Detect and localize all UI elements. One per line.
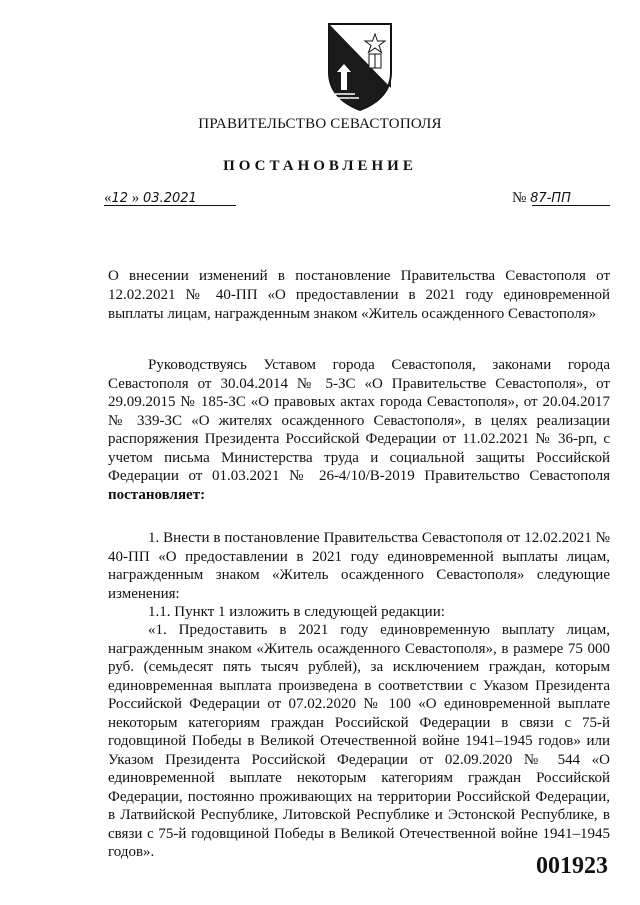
sevastopol-coat-of-arms-icon: [325, 20, 395, 112]
number-underline: [532, 205, 610, 206]
date-underline: [104, 205, 236, 206]
document-subject: О внесении изменений в постановление Правительства Севастополя от 12.02.2021 № 40-ПП «О предоставлении в 2021 году единовременной выплаты лицам, награжденным знаком «Житель осажденного Севастополя»: [108, 268, 610, 322]
date-day: 12: [111, 191, 129, 206]
item-1-1-paragraph: 1.1. Пункт 1 изложить в следующей редакции:: [148, 604, 445, 620]
quoted-amendment-paragraph: «1. Предоставить в 2021 году единовременную выплату лицам, награжденным знаком «Житель осажденного Севастополя», в размере 75 000 руб. (семьдесят пять тысяч рублей), за исключением граждан, которым единовременная выплата произведена в соответствии с Указом Президента Российской Федерации от 07.02.2020 № 100 «О единовременной выплате некоторым категориям граждан Российской Федерации в связи с 75-й годовщиной Победы в Великой Отечественной войне 1941–1945 годов» или Указом Президента Российской Федерации от 02.09.2020 № 544 «О единовременной выплате некоторым категориям граждан Российской Федерации, постоянно проживающих на территории Российской Федерации, в Латвийской Республике, Литовской Республике и Эстонской Республике, в связи с 75-й годовщиной Победы в Великой Отечественной войне 1941–1945 годов».: [108, 622, 610, 860]
preamble-paragraph: [108, 356, 610, 504]
document-number: [512, 190, 610, 210]
number-value: 87-ПП: [530, 191, 571, 206]
document-date: [104, 190, 236, 210]
organization-name: ПРАВИТЕЛЬСТВО СЕВАСТОПОЛЯ: [198, 116, 442, 132]
date-month-year: 03.2021: [143, 191, 197, 206]
item-1-paragraph: 1. Внести в постановление Правительства Севастополя от 12.02.2021 № 40-ПП «О предоставлении в 2021 году единовременной выплаты лицам, награжденным знаком «Житель осажденного Севастополя» следующие изменения:: [108, 530, 610, 602]
date-open-quote: «: [104, 190, 112, 206]
preamble-text: Руководствуясь Уставом города Севастополя, законами города Севастополя от 30.04.2014 № 5-ЗС «О Правительстве Севастополя», от 29.09.2015 № 185-ЗС «О правовых актах города Севастополя», от 20.04.2017 № 339-ЗС «О жителях осажденного Севастополя», в целях реализации распоряжения Президента Российской Федерации от 11.02.2021 № 36-рп, с учетом письма Министерства труда и социальной защиты Российской Федерации от 01.03.2021 № 26-4/10/В-2019 Правительство Севастополя: [108, 357, 610, 484]
document-serial-number: 001923: [536, 853, 608, 879]
date-close-quote: »: [131, 190, 140, 206]
preamble-resolves: постановляет:: [108, 486, 206, 503]
document-type-title: ПОСТАНОВЛЕНИЕ: [223, 158, 417, 174]
number-sign: №: [512, 190, 527, 206]
